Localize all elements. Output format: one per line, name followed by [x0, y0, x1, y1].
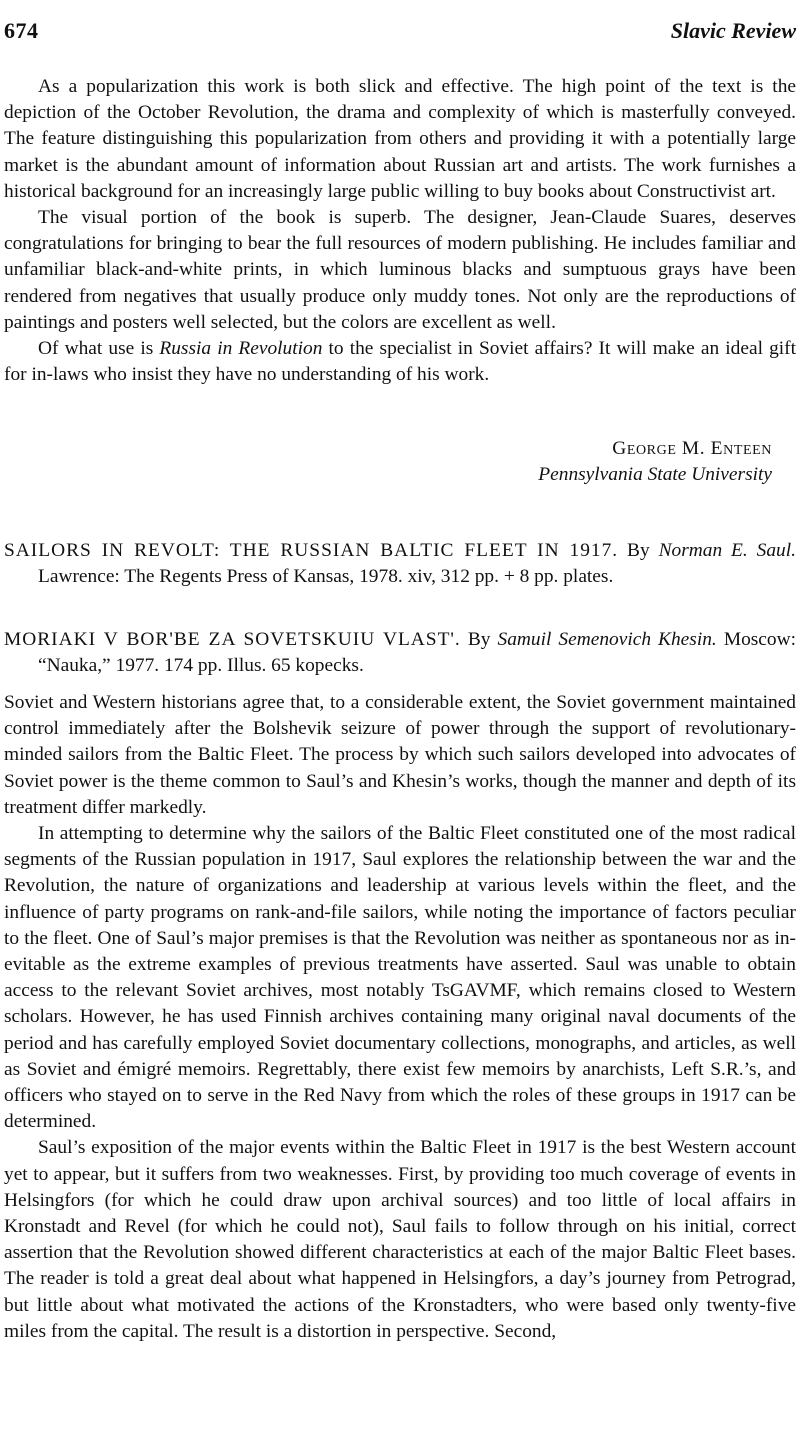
book-citation: SAILORS IN REVOLT: THE RUSSIAN BALTIC FLEET IN 1917. By Norman E. Saul. Lawrence: The Regents Press of Kansas, 1978. xiv, 312 pp. + 8 pp. plates.	[4, 540, 796, 588]
paragraph: Saul’s exposition of the major events within the Baltic Fleet in 1917 is the best Western account yet to appear, but it suffers from two weaknesses. First, by providing too much coverage of events in Helsingfors (for which he could draw upon archival sources) and too little of local affairs in Kronstadt and Revel (for which he could not), Saul fails to follow through on his initial, correct assertion that the Revolution showed different characteristics at each of the major Baltic Fleet bases. The reader is told a great deal about what happened in Helsingfors, a day’s journey from Petrograd, but little about what motivated the actions of the Kronstadters, who were based only twenty-five miles from the capital. The result is a distortion in perspective. Second,	[4, 1137, 796, 1342]
paragraph: In attempting to determine why the sailors of the Baltic Fleet constituted one of the most radical segments of the Russian population in 1917, Saul explores the relationship between the war and the Revolution, the nature of organizations and leadership at various levels within the fleet, and the influence of party programs on rank-and-file sailors, while noting the importance of factors peculiar to the fleet. One of Saul’s major premises is that the Revolution was neither as spontaneous nor as inevitable as the extreme examples of previous treatments have asserted. Saul was unable to obtain access to the relevant Soviet archives, most notably TsGAVMF, which remains closed to Western scholars. However, he has used Finnish archives containing many original naval documents of the period and has carefully employed Soviet documentary collections, monographs, and articles, as well as Soviet and émigré memoirs. Regrettably, there exist few memoirs by anarchists, Left S.R.’s, and officers who stayed on to serve in the Red Navy from which the roles of these groups in 1917 can be determined.	[4, 823, 796, 1133]
review-text-continued	[4, 74, 796, 388]
citation-details: Moscow: “Nauka,” 1977. 174 pp. Illus. 65 kopecks.	[38, 629, 797, 677]
paragraph: The visual portion of the book is superb. The designer, Jean-Claude Suares, deserves congratulations for bringing to bear the full resources of modern publishing. He includes familiar and unfamiliar black-and-white prints, in which luminous blacks and sumptuous grays have been rendered from negatives that usually produce only muddy tones. Not only are the reproductions of paintings and posters well selected, but the colors are excellent as well.	[4, 207, 796, 333]
review-text	[4, 690, 796, 1345]
citation-details: Lawrence: The Regents Press of Kansas, 1978. xiv, 312 pp. + 8 pp. plates.	[38, 566, 614, 588]
reviewer-affiliation: Pennsylvania State University	[538, 464, 772, 486]
reviewer-signature	[538, 436, 772, 488]
citation-title: SAILORS IN REVOLT: THE RUSSIAN BALTIC FLEET IN 1917.	[4, 540, 619, 561]
paragraph: Soviet and Western historians agree that, to a considerable extent, the Soviet government maintained control immediately after the Bolshevik seizure of power through the support of revolutionary-minded sailors from the Baltic Fleet. The process by which such sailors developed into advocates of Soviet power is the theme common to Saul’s and Khesin’s works, though the manner and depth of its treatment differ markedly.	[4, 692, 796, 818]
book-citation: MORIAKI V BOR'BE ZA SOVETSKUIU VLAST'. By Samuil Semenovich Khesin. Moscow: “Nauka,” 1977. 174 pp. Illus. 65 kopecks.	[4, 629, 797, 677]
journal-title: Slavic Review	[670, 18, 796, 43]
paragraph: As a popularization this work is both slick and effective. The high point of the text is the depiction of the October Revolution, the drama and complexity of which is masterfully conveyed. The feature distinguishing this popularization from others and providing it with a potentially large market is the abundant amount of information about Russian art and artists. The work furnishes a historical background for an increasingly large public willing to buy books about Constructivist art.	[4, 76, 796, 202]
paragraph: Of what use is Russia in Revolution to the specialist in Soviet affairs? It will make an ideal gift for in-laws who insist they have no understanding of his work.	[4, 338, 797, 386]
citation-author: Samuil Semenovich Khesin.	[497, 629, 717, 650]
citation-author: Norman E. Saul.	[658, 540, 796, 561]
citation-title: MORIAKI V BOR'BE ZA SOVETSKUIU VLAST'.	[4, 629, 461, 650]
book-title-inline: Russia in Revolution	[159, 338, 323, 360]
reviewer-name: George M. Enteen	[612, 438, 772, 459]
running-header	[4, 18, 796, 48]
page-number: 674	[4, 18, 39, 43]
